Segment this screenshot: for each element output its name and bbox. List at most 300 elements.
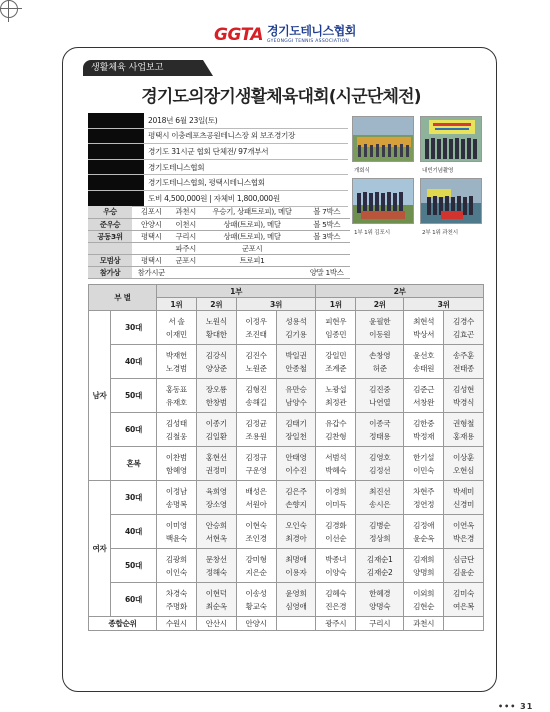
player-name: 최순옥 — [205, 601, 227, 611]
redacted-label — [88, 160, 144, 175]
player-name: 김형진 — [245, 384, 267, 394]
player-name: 윤필한 — [369, 316, 391, 326]
player-name: 손창영 — [369, 350, 391, 360]
grid-header-division: 부 별 — [89, 285, 157, 311]
logo-mark: GGTA — [214, 25, 264, 45]
player-name: 이현덕 — [205, 588, 227, 598]
player-pair — [444, 583, 484, 617]
age-group: 40대 — [111, 345, 157, 379]
player-name: 양상준 — [205, 363, 227, 373]
photo-guests — [420, 116, 482, 162]
grid-header-part2: 2부 — [316, 285, 484, 298]
player-name: 박재헌 — [165, 350, 187, 360]
award-rank: 우승 — [88, 206, 132, 218]
player-name: 유갑수 — [325, 418, 347, 428]
award-cell: 군포시 — [171, 254, 201, 266]
award-row — [88, 206, 350, 218]
player-name: 함혜영 — [165, 465, 187, 475]
player-name: 지은순 — [245, 567, 267, 577]
player-name: 김재희 — [413, 554, 435, 564]
player-name: 윤선호 — [413, 350, 435, 360]
player-name: 이찬범 — [165, 452, 187, 462]
player-name: 안종철 — [285, 363, 307, 373]
info-row-host: 경기도테니스협회 — [88, 160, 348, 176]
player-name: 황교숙 — [245, 601, 267, 611]
grid-subheader: 3위 — [404, 298, 484, 311]
logo-english: GYEONGGI TENNIS ASSOCIATION — [267, 39, 350, 44]
grid-row — [89, 447, 484, 481]
player-name: 노광섭 — [325, 384, 347, 394]
grid-subheader: 2위 — [356, 298, 404, 311]
player-pair — [316, 515, 356, 549]
photo-opening-ceremony — [352, 116, 414, 162]
grid-row — [89, 549, 484, 583]
crop-mark-icon — [0, 0, 18, 18]
player-pair — [404, 549, 444, 583]
player-name: 이상훈 — [452, 452, 475, 462]
player-pair — [157, 311, 197, 345]
player-name: 홍현선 — [205, 452, 227, 462]
player-pair — [404, 515, 444, 549]
player-name: 송명복 — [165, 499, 187, 509]
player-name: 이인숙 — [165, 567, 187, 577]
player-pair — [236, 549, 276, 583]
award-rank — [88, 242, 132, 254]
player-pair — [316, 583, 356, 617]
player-pair — [316, 379, 356, 413]
player-pair — [444, 515, 484, 549]
player-name: 김일환 — [205, 431, 227, 441]
info-row-budget: 도비 4,500,000원 | 자체비 1,800,000원 — [88, 191, 348, 207]
player-pair — [157, 583, 197, 617]
player-name: 성용석 — [285, 316, 307, 326]
player-name: 황대한 — [205, 329, 227, 339]
player-name: 장일천 — [285, 431, 307, 441]
player-name: 김성태 — [165, 418, 187, 428]
player-pair — [316, 311, 356, 345]
player-name: 김정규 — [245, 452, 267, 462]
player-name: 김윤순 — [452, 567, 475, 577]
player-pair — [276, 447, 316, 481]
player-name: 권형철 — [452, 418, 475, 428]
grid-subheader: 1위 — [157, 298, 197, 311]
caption-3: 1부 1위 김포시 — [354, 230, 390, 236]
player-name: 나연열 — [369, 397, 391, 407]
player-pair — [444, 311, 484, 345]
totals-cell: 수원시 — [157, 617, 197, 631]
player-pair — [196, 583, 236, 617]
player-name: 최정관 — [325, 397, 347, 407]
player-name: 조용원 — [245, 431, 267, 441]
grid-subheader: 2위 — [196, 298, 236, 311]
event-info — [88, 113, 348, 207]
player-name: 김미숙 — [452, 588, 475, 598]
player-name: 최진선 — [369, 486, 391, 496]
redacted-label — [88, 191, 144, 206]
page-number: ••• 31 — [498, 702, 534, 711]
logo-korean: 경기도테니스협회 — [267, 24, 356, 38]
player-name: 김철웅 — [165, 431, 187, 441]
player-pair — [356, 583, 404, 617]
grid-row — [89, 379, 484, 413]
info-row-venue: 평택시 이충레포츠공원테니스장 외 보조경기장 — [88, 129, 348, 145]
player-pair — [356, 345, 404, 379]
player-name: 양명희 — [413, 567, 435, 577]
player-pair — [236, 583, 276, 617]
player-name: 노원준 — [245, 363, 267, 373]
player-name: 홍동표 — [165, 384, 187, 394]
grid-row — [89, 481, 484, 515]
award-cell: 군포시 — [201, 242, 304, 254]
totals-cell: 과천시 — [404, 617, 444, 631]
player-name: 차경숙 — [165, 588, 187, 598]
player-pair — [276, 515, 316, 549]
player-pair — [196, 481, 236, 515]
player-name: 송태원 — [413, 363, 435, 373]
player-pair — [236, 413, 276, 447]
player-name: 김정균 — [245, 418, 267, 428]
player-pair — [196, 447, 236, 481]
player-pair — [356, 447, 404, 481]
gender-male: 남자 — [89, 311, 111, 481]
player-name: 안승희 — [205, 520, 227, 530]
player-name: 김태기 — [285, 418, 307, 428]
player-name: 박경식 — [452, 397, 475, 407]
player-name: 이수진 — [285, 465, 307, 475]
age-group: 30대 — [111, 481, 157, 515]
age-group: 40대 — [111, 515, 157, 549]
player-name: 이양숙 — [325, 567, 347, 577]
player-pair — [157, 549, 197, 583]
player-pair — [404, 379, 444, 413]
player-name: 윤영희 — [285, 588, 307, 598]
player-name: 박혜숙 — [325, 465, 347, 475]
player-name: 김정애 — [413, 520, 435, 530]
player-name: 허준 — [372, 363, 387, 373]
player-name: 이종기 — [205, 418, 227, 428]
player-name: 한기설 — [413, 452, 435, 462]
grid-header-part1: 1부 — [157, 285, 316, 298]
award-rank: 준우승 — [88, 218, 132, 230]
info-row-date: 2018년 6월 23일(토) — [88, 113, 348, 129]
award-rank: 모범상 — [88, 254, 132, 266]
player-name: 정상희 — [369, 533, 391, 543]
totals-cell — [444, 617, 484, 631]
player-pair — [444, 447, 484, 481]
player-name: 이경희 — [325, 486, 347, 496]
award-cell: 볼 5박스 — [303, 218, 350, 230]
player-name: 이정우 — [245, 316, 267, 326]
grid-row — [89, 345, 484, 379]
player-name: 조계준 — [325, 363, 347, 373]
player-name: 최경아 — [285, 533, 307, 543]
player-name: 장소영 — [205, 499, 227, 509]
player-name: 김준근 — [413, 384, 435, 394]
player-name: 이민숙 — [413, 465, 435, 475]
player-pair — [404, 447, 444, 481]
redacted-label — [88, 175, 144, 190]
redacted-label — [88, 144, 144, 159]
player-name: 오현심 — [452, 465, 475, 475]
player-name: 노경범 — [165, 363, 187, 373]
player-name: 박세미 — [452, 486, 475, 496]
redacted-label — [88, 113, 144, 128]
player-pair — [444, 413, 484, 447]
award-cell: 과천시 — [171, 206, 201, 218]
award-row — [88, 218, 350, 230]
player-pair — [196, 345, 236, 379]
player-name: 노원식 — [205, 316, 227, 326]
caption-1: 개회식 — [354, 168, 370, 174]
player-name: 장오룡 — [205, 384, 227, 394]
player-name: 권정미 — [205, 465, 227, 475]
player-pair — [236, 311, 276, 345]
player-pair — [276, 413, 316, 447]
player-name: 남양수 — [285, 397, 307, 407]
player-pair — [196, 311, 236, 345]
player-pair — [276, 481, 316, 515]
player-pair — [356, 549, 404, 583]
player-pair — [236, 345, 276, 379]
player-name: 박일권 — [285, 350, 307, 360]
player-pair — [157, 379, 197, 413]
player-name: 이정남 — [165, 486, 187, 496]
player-name: 조인경 — [245, 533, 267, 543]
player-pair — [356, 413, 404, 447]
age-group: 30대 — [111, 311, 157, 345]
player-name: 피현우 — [325, 316, 347, 326]
age-group: 60대 — [111, 583, 157, 617]
player-name: 전태종 — [452, 363, 475, 373]
player-name: 차현주 — [413, 486, 435, 496]
player-name: 홍재용 — [452, 431, 475, 441]
player-name: 신경미 — [452, 499, 475, 509]
photo-part2-winner — [420, 178, 482, 224]
player-name: 김경화 — [325, 520, 347, 530]
player-name: 서창완 — [413, 397, 435, 407]
player-name: 서원아 — [245, 499, 267, 509]
player-pair — [404, 583, 444, 617]
results-grid — [88, 284, 484, 631]
player-name: 김병순 — [369, 520, 391, 530]
info-row-organizer: 경기도테니스협회, 평택시테니스협회 — [88, 175, 348, 191]
player-name: 서 솔 — [168, 316, 185, 326]
grid-subheader: 3위 — [236, 298, 316, 311]
player-name: 송시은 — [369, 499, 391, 509]
player-name: 김영호 — [369, 452, 391, 462]
award-cell: 볼 7박스 — [303, 206, 350, 218]
player-name: 이종국 — [369, 418, 391, 428]
totals-row — [89, 617, 484, 631]
player-pair — [316, 447, 356, 481]
player-pair — [276, 311, 316, 345]
player-pair — [444, 481, 484, 515]
award-cell — [303, 242, 350, 254]
player-name: 김재순2 — [366, 567, 393, 577]
player-name: 김은주 — [285, 486, 307, 496]
player-name: 이외희 — [413, 588, 435, 598]
player-name: 김기용 — [285, 329, 307, 339]
grid-subheader: 1위 — [316, 298, 356, 311]
award-cell: 양말 1박스 — [303, 266, 350, 278]
player-name: 김찬형 — [325, 431, 347, 441]
player-pair — [276, 549, 316, 583]
player-name: 김성현 — [452, 384, 475, 394]
player-pair — [356, 515, 404, 549]
player-name: 김경수 — [452, 316, 475, 326]
award-cell — [171, 266, 201, 278]
player-name: 최현석 — [413, 316, 435, 326]
player-pair — [157, 481, 197, 515]
player-pair — [157, 515, 197, 549]
gta-logo — [214, 20, 390, 50]
player-name: 김한중 — [413, 418, 435, 428]
player-pair — [157, 413, 197, 447]
player-name: 김광희 — [165, 554, 187, 564]
player-pair — [236, 379, 276, 413]
player-name: 박종녀 — [325, 554, 347, 564]
grid-row — [89, 311, 484, 345]
player-name: 오인숙 — [285, 520, 307, 530]
player-name: 이현숙 — [245, 520, 267, 530]
player-name: 손향지 — [285, 499, 307, 509]
player-name: 이용자 — [285, 567, 307, 577]
player-name: 이재민 — [165, 329, 187, 339]
redacted-label — [88, 129, 144, 144]
player-name: 임종민 — [325, 329, 347, 339]
grid-row — [89, 515, 484, 549]
player-name: 강미형 — [245, 554, 267, 564]
player-name: 박은경 — [452, 533, 475, 543]
totals-cell — [276, 617, 316, 631]
player-name: 이동원 — [369, 329, 391, 339]
player-name: 진은경 — [325, 601, 347, 611]
player-name: 이미득 — [325, 499, 347, 509]
player-pair — [196, 515, 236, 549]
player-pair — [404, 413, 444, 447]
player-name: 정연정 — [413, 499, 435, 509]
player-name: 심영애 — [285, 601, 307, 611]
player-name: 박정재 — [413, 431, 435, 441]
award-cell: 상패(트로피), 메달 — [201, 218, 304, 230]
player-pair — [157, 447, 197, 481]
player-name: 정해숙 — [205, 567, 227, 577]
award-cell — [132, 242, 171, 254]
player-pair — [276, 379, 316, 413]
player-name: 김정선 — [369, 465, 391, 475]
info-row-participants: 경기도 31시군 협회 단체전/ 97개부서 — [88, 144, 348, 160]
player-pair — [196, 549, 236, 583]
player-name: 최명애 — [285, 554, 307, 564]
player-pair — [404, 481, 444, 515]
player-name: 박상서 — [413, 329, 435, 339]
player-pair — [444, 379, 484, 413]
player-name: 안태영 — [285, 452, 307, 462]
award-row — [88, 242, 350, 254]
photo-part1-winner — [352, 178, 414, 224]
award-cell: 구리시 — [171, 230, 201, 242]
section-tab: 생활체육 사업보고 — [83, 60, 203, 76]
player-pair — [316, 413, 356, 447]
player-name: 주명화 — [165, 601, 187, 611]
award-cell: 안양시 — [132, 218, 171, 230]
player-name: 이연옥 — [452, 520, 475, 530]
player-pair — [404, 311, 444, 345]
player-name: 서현옥 — [205, 533, 227, 543]
player-pair — [356, 311, 404, 345]
age-group: 50대 — [111, 379, 157, 413]
player-name: 김현순 — [413, 601, 435, 611]
player-pair — [276, 583, 316, 617]
player-pair — [404, 345, 444, 379]
award-cell — [201, 266, 304, 278]
award-cell: 참가시군 — [132, 266, 171, 278]
player-name: 백윤숙 — [165, 533, 187, 543]
totals-cell: 안산시 — [196, 617, 236, 631]
award-cell: 트로피1 — [201, 254, 304, 266]
player-pair — [276, 345, 316, 379]
award-cell: 파주시 — [171, 242, 201, 254]
grid-row — [89, 413, 484, 447]
age-group: 혼복 — [111, 447, 157, 481]
player-name: 김강식 — [205, 350, 227, 360]
player-name: 김진중 — [369, 384, 391, 394]
award-cell — [303, 254, 350, 266]
award-row — [88, 266, 350, 278]
player-pair — [196, 379, 236, 413]
player-name: 문창선 — [205, 554, 227, 564]
player-pair — [316, 549, 356, 583]
page-title: 경기도의장기생활체육대회(시군단체전) — [141, 87, 421, 107]
player-pair — [236, 481, 276, 515]
player-pair — [356, 379, 404, 413]
player-name: 한창범 — [205, 397, 227, 407]
award-cell: 김포시 — [132, 206, 171, 218]
age-group: 60대 — [111, 413, 157, 447]
player-name: 정태용 — [369, 431, 391, 441]
player-pair — [236, 447, 276, 481]
award-rank: 참가상 — [88, 266, 132, 278]
player-name: 여은복 — [452, 601, 475, 611]
totals-label: 종합순위 — [89, 617, 157, 631]
player-name: 윤순옥 — [413, 533, 435, 543]
award-cell: 상패(트로피), 메달 — [201, 230, 304, 242]
player-name: 김혜숙 — [325, 588, 347, 598]
player-pair — [316, 345, 356, 379]
player-name: 김효곤 — [452, 329, 475, 339]
player-pair — [157, 345, 197, 379]
player-name: 김재순1 — [366, 554, 393, 564]
grid-row — [89, 583, 484, 617]
player-name: 송해길 — [245, 397, 267, 407]
player-name: 강일민 — [325, 350, 347, 360]
player-name: 조진태 — [245, 329, 267, 339]
player-name: 서범석 — [325, 452, 347, 462]
caption-2: 내빈기념촬영 — [422, 168, 454, 174]
player-name: 유재호 — [165, 397, 187, 407]
caption-4: 2부 1위 과천시 — [422, 230, 458, 236]
player-name: 유만승 — [285, 384, 307, 394]
player-name: 배성은 — [245, 486, 267, 496]
award-cell: 볼 3박스 — [303, 230, 350, 242]
player-name: 육희영 — [205, 486, 227, 496]
totals-cell: 안양시 — [236, 617, 276, 631]
award-row — [88, 230, 350, 242]
player-pair — [356, 481, 404, 515]
player-pair — [444, 345, 484, 379]
player-name: 양명숙 — [369, 601, 391, 611]
award-row — [88, 254, 350, 266]
